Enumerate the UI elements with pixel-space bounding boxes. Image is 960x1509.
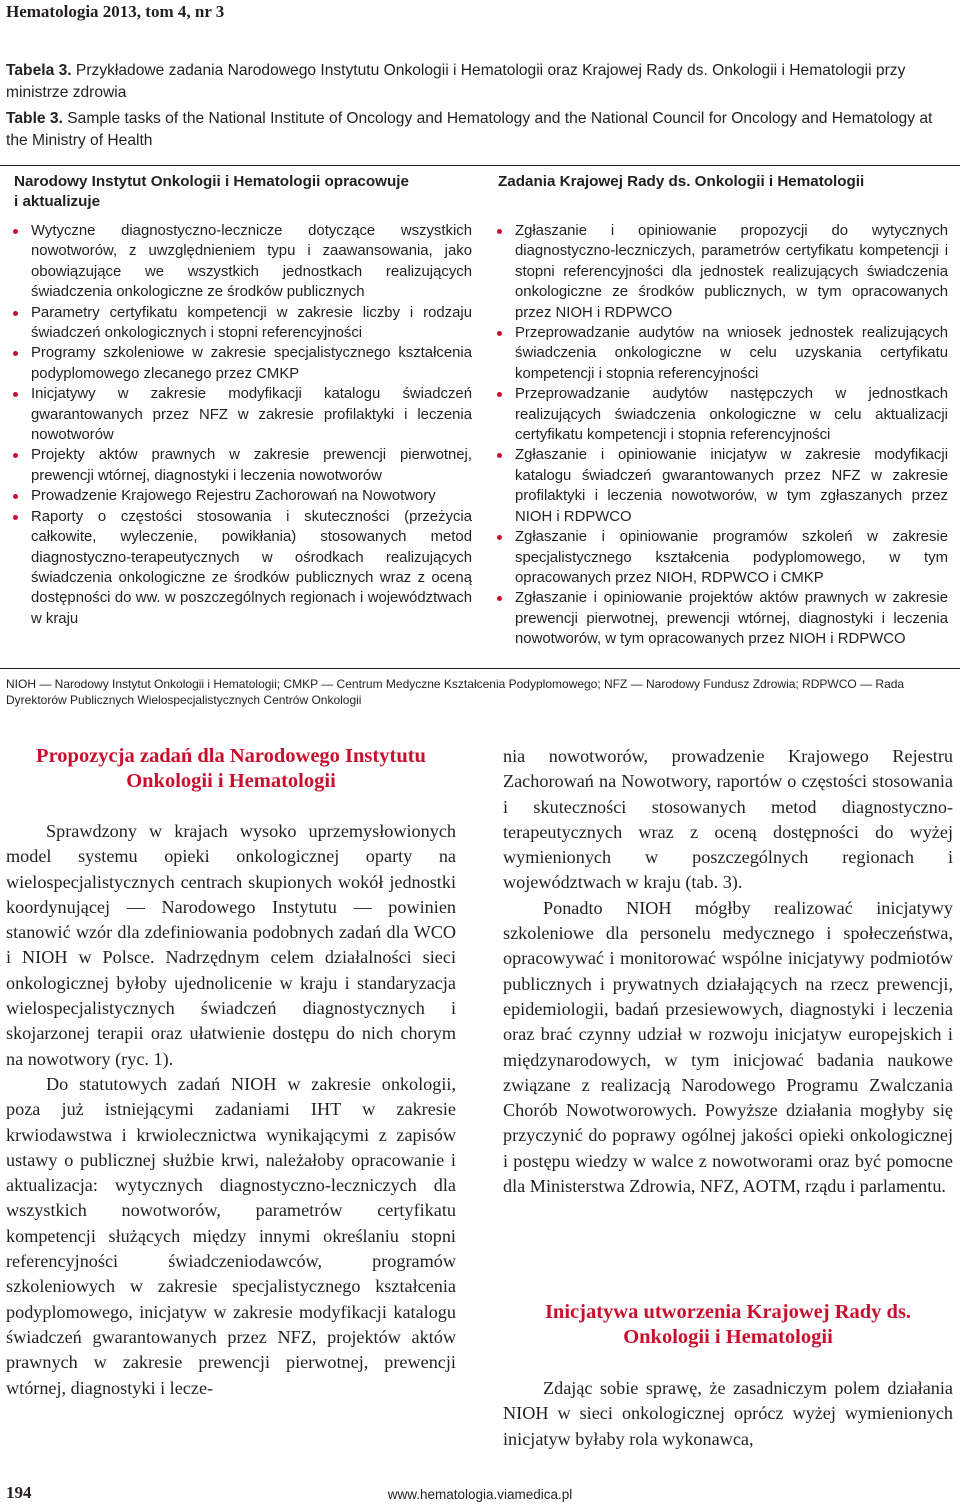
footer-url: www.hematologia.viamedica.pl — [387, 1487, 573, 1502]
table-header-right: Zadania Krajowej Rady ds. Onkologii i Hematologii — [498, 173, 865, 190]
bullet-icon — [497, 229, 502, 234]
list-item: Zgłaszanie i opiniowanie programów szkoleń w zakresie specjalistycznego kształcenia podyplomowego, w tym opracowanych przez NIOH, RDPWCO i CMKP — [497, 527, 948, 588]
table-header-left: Narodowy Instytut Onkologii i Hematologii opracowuje i aktualizuje — [14, 173, 409, 210]
bullet-icon — [497, 535, 502, 540]
table-caption-en — [6, 108, 956, 152]
list-item: Parametry certyfikatu kompetencji w zakresie liczby i rodzaju świadczeń onkologicznych i stopni referencyjności — [13, 303, 472, 344]
list-item: Przeprowadzanie audytów na wniosek jednostek realizujących świadczenia onkologiczne w celu uzyskania certyfikatu kompetencji i stopnia referencyjności — [497, 323, 948, 384]
paragraph: Zdając sobie sprawę, że zasadniczym polem działania NIOH w sieci onkologicznej oprócz wyżej wymienionych inicjatyw byłaby rola wykonawca, — [503, 1378, 953, 1449]
body-column-right — [503, 744, 953, 1199]
bullet-icon — [13, 351, 18, 356]
table-bottom-rule — [0, 668, 960, 669]
list-item: Wytyczne diagnostyczno-lecznicze dotyczące wszystkich nowotworów, z uwzględnieniem typu i zaawansowania, jako obowiązujące we wszystkich jednostkach realizujących świadczenia onkologiczne ze środków publicznych — [13, 221, 472, 303]
table-caption-pl — [6, 60, 956, 104]
list-item: Programy szkoleniowe w zakresie specjalistycznego kształcenia podyplomowego zlecanego przez CMKP — [13, 343, 472, 384]
bullet-icon — [13, 494, 18, 499]
bullet-icon — [13, 392, 18, 397]
bullet-icon — [497, 453, 502, 458]
section-heading-nioh: Propozycja zadań dla Narodowego Instytutu Onkologii i Hematologii — [36, 745, 426, 792]
list-item: Przeprowadzanie audytów następczych w jednostkach realizujących świadczenia onkologiczne w celu aktualizacji certyfikatu kompetencji i stopnia referencyjności — [497, 384, 948, 445]
paragraph: Do statutowych zadań NIOH w zakresie onkologii, poza już istniejącymi zadaniami IHT w zakresie krwiodawstwa i krwiolecznictwa wynikającymi z zapisów ustawy o publicznej służbie krwi, należałoby opracowanie i aktualizacja: wytycznych diagnostyczno-leczniczych dla wszystkich nowotworów, parametrów certyfikatu kompetencji służących między innymi określaniu stopni referencyjności świadczeniodawców, programów szkoleniowych w zakresie specjalistycznego kształcenia podyplomowego, inicjatyw w zakresie modyfikacji katalogu świadczeń gwarantowanych przez NFZ, projektów aktów prawnych w zakresie prewencji pierwotnej, prewencji wtórnej, diagnostyki i lecze- — [6, 1073, 456, 1398]
body-column-right-bottom — [503, 1376, 953, 1452]
table-caption-pl-label: Tabela 3. — [6, 62, 72, 79]
bullet-icon — [497, 392, 502, 397]
bullet-icon — [13, 311, 18, 316]
bullet-icon — [13, 453, 18, 458]
paragraph: Ponadto NIOH mógłby realizować inicjatywy szkoleniowe dla personelu medycznego i społeczeństwa, opracowywać i monitorować wspólne inicjatywy podmiotów publicznych i prywatnych działających na rzecz prewencji, epidemiologii, badań przesiewowych, diagnostyki i leczenia oraz brać czynny udział w rozwoju inicjatyw europejskich i międzynarodowych, w tym inicjować badania naukowe związane z realizacją Narodowego Programu Zwalczania Chorób Nowotworowych. Powyższe działania mogłyby się przyczynić do poprawy ogólnej jakości opieki onkologicznej i postępu wiedzy w walce z nowotworami oraz być pomocne dla Ministerstwa Zdrowia, NFZ, AOTM, rządu i parlamentu. — [503, 897, 953, 1197]
list-item: Inicjatywy w zakresie modyfikacji katalogu świadczeń gwarantowanych przez NFZ w zakresie profilaktyki i leczenia nowotworów — [13, 384, 472, 445]
paragraph: Sprawdzony w krajach wysoko uprzemysłowionych model systemu opieki onkologicznej oparty na wielospecjalistycznych centrach skupionych wokół jednostki koordynującej — Narodowego Instytutu — powinien stanowić wzór dla zdefiniowania podobnych zadań dla WCO i NIOH w Polsce. Nadrzędnym celem działalności sieci onkologicznej byłoby ujednolicenie w kraju i standaryzacja wielospecjalistycznych świadczeń diagnostycznych i skojarzonej terapii oraz ułatwienie dostępu do nich chorym na nowotwory (ryc. 1). — [6, 821, 456, 1069]
table-top-rule — [0, 165, 960, 166]
table-right-list — [497, 221, 948, 650]
bullet-icon — [13, 515, 18, 520]
table-caption-en-label: Table 3. — [6, 110, 63, 127]
body-column-left — [6, 819, 456, 1401]
list-item: Zgłaszanie i opiniowanie projektów aktów prawnych w zakresie prewencji pierwotnej, prewencji wtórnej, diagnostyki i leczenia nowotworów, w tym opracowanych przez NIOH i RDPWCO — [497, 588, 948, 649]
list-item: Zgłaszanie i opiniowanie inicjatyw w zakresie modyfikacji katalogu świadczeń gwarantowanych przez NFZ w zakresie profilaktyki i leczenia nowotworów, w tym zgłaszanych przez NIOH i RDPWCO — [497, 445, 948, 527]
bullet-icon — [497, 331, 502, 336]
page-number: 194 — [6, 1483, 32, 1502]
list-item: Projekty aktów prawnych w zakresie prewencji pierwotnej, prewencji wtórnej, diagnostyki i leczenia nowotworów — [13, 445, 472, 486]
bullet-icon — [13, 229, 18, 234]
list-item: Zgłaszanie i opiniowanie propozycji do wytycznych diagnostyczno-leczniczych, parametrów certyfikatu kompetencji i stopni referencyjności dla jednostek realizujących świadczenia onkologiczne ze środków publicznych, w tym opracowanych przez NIOH i RDPWCO — [497, 221, 948, 323]
table-left-list — [13, 221, 472, 629]
section-heading-council: Inicjatywa utworzenia Krajowej Rady ds. Onkologii i Hematologii — [544, 1301, 912, 1348]
list-item: Raporty o częstości stosowania i skuteczności (przeżycia całkowite, wyleczenie, powikłania) stosowanych metod diagnostyczno-terapeutycznych w ośrodkach realizujących świadczenia onkologiczne ze środków publicznych wraz z oceną dostępności do ww. w poszczególnych regionach i województwach w kraju — [13, 507, 472, 629]
table-caption-en-text: Sample tasks of the National Institute of Oncology and Hematology and the National Council for Oncology and Hematology at the Ministry of Health — [6, 110, 933, 149]
table-footnote: NIOH — Narodowy Instytut Onkologii i Hematologii; CMKP — Centrum Medyczne Kształcenia Podyplomowego; NFZ — Narodowy Fundusz Zdrowia; RDPWCO — Rada Dyrektorów Publicznych Wielospecjalistycznych Centrów Onkologii — [6, 677, 905, 707]
journal-header: Hematologia 2013, tom 4, nr 3 — [6, 2, 225, 21]
list-item: Prowadzenie Krajowego Rejestru Zachorowań na Nowotwory — [13, 486, 472, 506]
paragraph: nia nowotworów, prowadzenie Krajowego Rejestru Zachorowań na Nowotwory, raportów o częstości stosowania i skuteczności stosowanych metod diagnostyczno-terapeutycznych wraz z oceną dostępności do wyżej wymienionych w poszczególnych regionach i województwach w kraju (tab. 3). — [503, 746, 953, 893]
table-caption-pl-text: Przykładowe zadania Narodowego Instytutu Onkologii i Hematologii oraz Krajowej Rady ds. Onkologii i Hematologii przy ministrze zdrowia — [6, 62, 906, 101]
bullet-icon — [497, 596, 502, 601]
